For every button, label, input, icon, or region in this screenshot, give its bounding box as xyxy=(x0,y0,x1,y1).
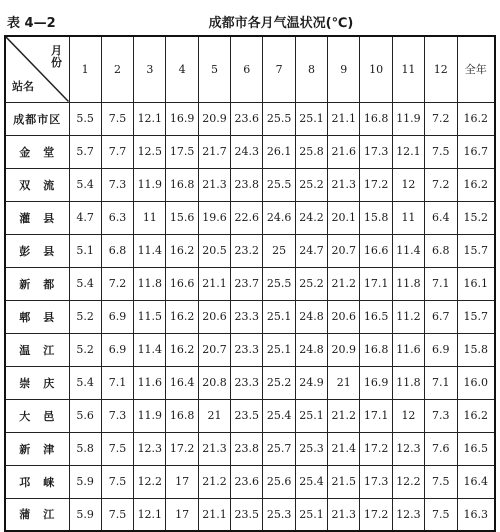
temperature-cell: 7.2 xyxy=(425,102,457,135)
temperature-cell: 25 xyxy=(263,234,295,267)
month-header-cell: 8 xyxy=(295,36,327,102)
month-header-cell: 3 xyxy=(134,36,166,102)
station-name-cell: 大 邑 xyxy=(5,399,69,432)
temperature-cell: 23.3 xyxy=(231,333,263,366)
temperature-cell: 16.5 xyxy=(360,300,392,333)
temperature-cell: 25.5 xyxy=(263,168,295,201)
temperature-cell: 7.5 xyxy=(101,498,133,531)
temperature-cell: 12.3 xyxy=(134,432,166,465)
header-row xyxy=(5,36,495,102)
temperature-cell: 17 xyxy=(166,498,198,531)
table-row xyxy=(5,300,495,333)
temperature-cell: 20.1 xyxy=(328,201,360,234)
table-row xyxy=(5,399,495,432)
station-name-cell: 金 堂 xyxy=(5,135,69,168)
temperature-cell: 21.3 xyxy=(198,432,230,465)
temperature-cell: 5.7 xyxy=(69,135,101,168)
corner-header-cell xyxy=(5,36,69,102)
temperature-cell: 21 xyxy=(328,366,360,399)
temperature-cell: 12 xyxy=(392,399,424,432)
temperature-cell: 11.9 xyxy=(134,399,166,432)
temperature-cell: 25.8 xyxy=(295,135,327,168)
month-header-cell: 7 xyxy=(263,36,295,102)
temperature-cell: 17.2 xyxy=(360,168,392,201)
temperature-cell: 24.8 xyxy=(295,300,327,333)
temperature-cell: 12.3 xyxy=(392,432,424,465)
temperature-cell: 24.2 xyxy=(295,201,327,234)
table-row xyxy=(5,366,495,399)
temperature-cell: 25.4 xyxy=(295,465,327,498)
temperature-cell: 15.7 xyxy=(457,234,495,267)
temperature-cell: 7.1 xyxy=(425,366,457,399)
temperature-cell: 5.5 xyxy=(69,102,101,135)
station-name-cell: 温 江 xyxy=(5,333,69,366)
temperature-cell: 7.3 xyxy=(101,399,133,432)
temperature-cell: 17 xyxy=(166,465,198,498)
temperature-cell: 12.1 xyxy=(134,102,166,135)
temperature-cell: 6.8 xyxy=(425,234,457,267)
temperature-cell: 16.7 xyxy=(457,135,495,168)
temperature-cell: 15.2 xyxy=(457,201,495,234)
temperature-cell: 15.7 xyxy=(457,300,495,333)
temperature-cell: 16.8 xyxy=(166,399,198,432)
temperature-cell: 6.9 xyxy=(425,333,457,366)
temperature-cell: 16.4 xyxy=(457,465,495,498)
station-name-cell: 双 流 xyxy=(5,168,69,201)
month-header-cell: 6 xyxy=(231,36,263,102)
temperature-cell: 11.8 xyxy=(392,366,424,399)
temperature-cell: 25.6 xyxy=(263,465,295,498)
temperature-cell: 12 xyxy=(392,168,424,201)
temperature-cell: 7.2 xyxy=(101,267,133,300)
temperature-cell: 26.1 xyxy=(263,135,295,168)
temperature-cell: 21.2 xyxy=(198,465,230,498)
temperature-cell: 11.6 xyxy=(134,366,166,399)
temperature-cell: 6.9 xyxy=(101,333,133,366)
temperature-cell: 16.8 xyxy=(166,168,198,201)
temperature-cell: 16.3 xyxy=(457,498,495,531)
temperature-cell: 11.4 xyxy=(134,333,166,366)
temperature-cell: 16.6 xyxy=(360,234,392,267)
month-header-cell: 1 xyxy=(69,36,101,102)
temperature-cell: 7.5 xyxy=(101,465,133,498)
temperature-cell: 16.4 xyxy=(166,366,198,399)
temperature-cell: 11.9 xyxy=(392,102,424,135)
temperature-cell: 23.7 xyxy=(231,267,263,300)
temperature-cell: 16.2 xyxy=(166,234,198,267)
temperature-cell: 16.1 xyxy=(457,267,495,300)
temperature-cell: 7.7 xyxy=(101,135,133,168)
temperature-cell: 6.8 xyxy=(101,234,133,267)
table-row xyxy=(5,168,495,201)
temperature-cell: 16.9 xyxy=(166,102,198,135)
corner-month-label: 月份 xyxy=(51,44,62,69)
temperature-cell: 21.3 xyxy=(328,168,360,201)
temperature-cell: 25.1 xyxy=(295,102,327,135)
temperature-cell: 7.3 xyxy=(425,399,457,432)
temperature-cell: 24.7 xyxy=(295,234,327,267)
temperature-cell: 16.8 xyxy=(360,333,392,366)
temperature-cell: 15.8 xyxy=(457,333,495,366)
station-name-cell: 新 津 xyxy=(5,432,69,465)
station-name-cell: 彭 县 xyxy=(5,234,69,267)
table-row xyxy=(5,135,495,168)
table-body xyxy=(5,102,495,531)
temperature-cell: 23.5 xyxy=(231,399,263,432)
temperature-cell: 20.5 xyxy=(198,234,230,267)
temperature-cell: 21.1 xyxy=(328,102,360,135)
temperature-cell: 20.6 xyxy=(198,300,230,333)
month-header-cell: 11 xyxy=(392,36,424,102)
temperature-cell: 11.2 xyxy=(392,300,424,333)
temperature-cell: 5.2 xyxy=(69,333,101,366)
temperature-cell: 20.8 xyxy=(198,366,230,399)
temperature-cell: 16.2 xyxy=(457,168,495,201)
temperature-cell: 7.2 xyxy=(425,168,457,201)
temperature-cell: 11.9 xyxy=(134,168,166,201)
table-row xyxy=(5,432,495,465)
temperature-cell: 25.1 xyxy=(263,333,295,366)
station-name-cell: 崇 庆 xyxy=(5,366,69,399)
temperature-cell: 20.7 xyxy=(198,333,230,366)
temperature-cell: 7.6 xyxy=(425,432,457,465)
temperature-cell: 16.5 xyxy=(457,432,495,465)
temperature-cell: 16.6 xyxy=(166,267,198,300)
temperature-cell: 16.0 xyxy=(457,366,495,399)
temperature-cell: 7.3 xyxy=(101,168,133,201)
temperature-cell: 6.7 xyxy=(425,300,457,333)
temperature-cell: 17.3 xyxy=(360,135,392,168)
temperature-cell: 15.6 xyxy=(166,201,198,234)
temperature-cell: 25.2 xyxy=(295,267,327,300)
temperature-cell: 16.9 xyxy=(360,366,392,399)
table-row xyxy=(5,498,495,531)
temperature-cell: 11.8 xyxy=(134,267,166,300)
temperature-cell: 19.6 xyxy=(198,201,230,234)
temperature-cell: 5.9 xyxy=(69,498,101,531)
temperature-cell: 5.6 xyxy=(69,399,101,432)
temperature-cell: 11 xyxy=(392,201,424,234)
temperature-cell: 6.9 xyxy=(101,300,133,333)
temperature-cell: 23.6 xyxy=(231,465,263,498)
month-header-cell: 全年 xyxy=(457,36,495,102)
month-header-cell: 2 xyxy=(101,36,133,102)
temperature-cell: 16.2 xyxy=(166,300,198,333)
temperature-cell: 25.1 xyxy=(263,300,295,333)
table-row xyxy=(5,102,495,135)
temperature-cell: 6.4 xyxy=(425,201,457,234)
temperature-cell: 20.9 xyxy=(198,102,230,135)
station-name-cell: 灌 县 xyxy=(5,201,69,234)
temperature-cell: 21.5 xyxy=(328,465,360,498)
temperature-cell: 17.1 xyxy=(360,399,392,432)
temperature-cell: 17.2 xyxy=(166,432,198,465)
table-title xyxy=(0,12,500,31)
month-header-cell: 5 xyxy=(198,36,230,102)
temperature-cell: 7.1 xyxy=(425,267,457,300)
temperature-cell: 7.5 xyxy=(425,498,457,531)
temperature-cell: 12.2 xyxy=(134,465,166,498)
temperature-cell: 20.9 xyxy=(328,333,360,366)
temperature-cell: 25.1 xyxy=(295,399,327,432)
station-name-cell: 邛 崃 xyxy=(5,465,69,498)
temperature-cell: 25.5 xyxy=(263,267,295,300)
temperature-cell: 21.1 xyxy=(198,498,230,531)
temperature-cell: 25.3 xyxy=(295,432,327,465)
table-row xyxy=(5,465,495,498)
temperature-cell: 17.1 xyxy=(360,267,392,300)
temperature-cell: 21.4 xyxy=(328,432,360,465)
corner-station-label: 站名 xyxy=(12,79,34,93)
temperature-cell: 20.7 xyxy=(328,234,360,267)
temperature-cell: 21.3 xyxy=(328,498,360,531)
temperature-cell: 23.8 xyxy=(231,168,263,201)
temperature-cell: 15.8 xyxy=(360,201,392,234)
temperature-cell: 11.4 xyxy=(392,234,424,267)
temperature-cell: 21.2 xyxy=(328,399,360,432)
temperature-cell: 5.9 xyxy=(69,465,101,498)
temperature-cell: 5.4 xyxy=(69,267,101,300)
station-name-cell: 蒲 江 xyxy=(5,498,69,531)
temperature-cell: 25.5 xyxy=(263,102,295,135)
station-name-cell: 成都市区 xyxy=(5,102,69,135)
temperature-cell: 5.8 xyxy=(69,432,101,465)
month-header-cell: 10 xyxy=(360,36,392,102)
temperature-cell: 16.2 xyxy=(166,333,198,366)
temperature-cell: 24.9 xyxy=(295,366,327,399)
temperature-cell: 21.3 xyxy=(198,168,230,201)
temperature-cell: 21.2 xyxy=(328,267,360,300)
temperature-cell: 25.1 xyxy=(295,498,327,531)
temperature-cell: 23.6 xyxy=(231,102,263,135)
temperature-cell: 6.3 xyxy=(101,201,133,234)
temperature-cell: 23.5 xyxy=(231,498,263,531)
temperature-cell: 5.1 xyxy=(69,234,101,267)
temperature-cell: 21.6 xyxy=(328,135,360,168)
month-header-cell: 9 xyxy=(328,36,360,102)
temperature-cell: 25.3 xyxy=(263,498,295,531)
temperature-cell: 12.1 xyxy=(134,498,166,531)
temperature-cell: 17.3 xyxy=(360,465,392,498)
temperature-cell: 11.4 xyxy=(134,234,166,267)
temperature-cell: 7.5 xyxy=(101,102,133,135)
temperature-cell: 5.4 xyxy=(69,366,101,399)
temperature-cell: 24.6 xyxy=(263,201,295,234)
temperature-cell: 25.2 xyxy=(263,366,295,399)
temperature-cell: 7.5 xyxy=(425,135,457,168)
table-title-text: 成都市各月气温状况(℃) xyxy=(208,16,354,31)
temperature-cell: 11 xyxy=(134,201,166,234)
temperature-cell: 7.5 xyxy=(101,432,133,465)
temperature-cell: 11.5 xyxy=(134,300,166,333)
temperature-cell: 17.5 xyxy=(166,135,198,168)
temperature-cell: 12.2 xyxy=(392,465,424,498)
temperature-cell: 25.7 xyxy=(263,432,295,465)
temperature-cell: 21.7 xyxy=(198,135,230,168)
temperature-cell: 4.7 xyxy=(69,201,101,234)
temperature-cell: 24.8 xyxy=(295,333,327,366)
station-name-cell: 新 都 xyxy=(5,267,69,300)
temperature-cell: 12.3 xyxy=(392,498,424,531)
temperature-cell: 23.3 xyxy=(231,366,263,399)
table-row xyxy=(5,333,495,366)
table-row xyxy=(5,267,495,300)
temperature-table xyxy=(4,35,496,532)
temperature-cell: 21.1 xyxy=(198,267,230,300)
temperature-cell: 23.8 xyxy=(231,432,263,465)
temperature-cell: 25.2 xyxy=(295,168,327,201)
temperature-cell: 11.8 xyxy=(392,267,424,300)
temperature-cell: 24.3 xyxy=(231,135,263,168)
temperature-cell: 23.3 xyxy=(231,300,263,333)
temperature-cell: 12.1 xyxy=(392,135,424,168)
temperature-cell: 25.4 xyxy=(263,399,295,432)
table-label: 表 4—2 xyxy=(7,16,56,31)
temperature-cell: 11.6 xyxy=(392,333,424,366)
temperature-cell: 20.6 xyxy=(328,300,360,333)
temperature-cell: 22.6 xyxy=(231,201,263,234)
temperature-cell: 7.1 xyxy=(101,366,133,399)
station-name-cell: 郫 县 xyxy=(5,300,69,333)
temperature-cell: 21 xyxy=(198,399,230,432)
temperature-cell: 5.4 xyxy=(69,168,101,201)
table-row xyxy=(5,234,495,267)
month-header-cell: 12 xyxy=(425,36,457,102)
table-row xyxy=(5,201,495,234)
month-header-cell: 4 xyxy=(166,36,198,102)
temperature-cell: 12.5 xyxy=(134,135,166,168)
temperature-cell: 16.8 xyxy=(360,102,392,135)
temperature-cell: 17.2 xyxy=(360,498,392,531)
temperature-cell: 16.2 xyxy=(457,399,495,432)
temperature-cell: 7.5 xyxy=(425,465,457,498)
temperature-cell: 17.2 xyxy=(360,432,392,465)
temperature-cell: 23.2 xyxy=(231,234,263,267)
temperature-cell: 16.2 xyxy=(457,102,495,135)
temperature-cell: 5.2 xyxy=(69,300,101,333)
